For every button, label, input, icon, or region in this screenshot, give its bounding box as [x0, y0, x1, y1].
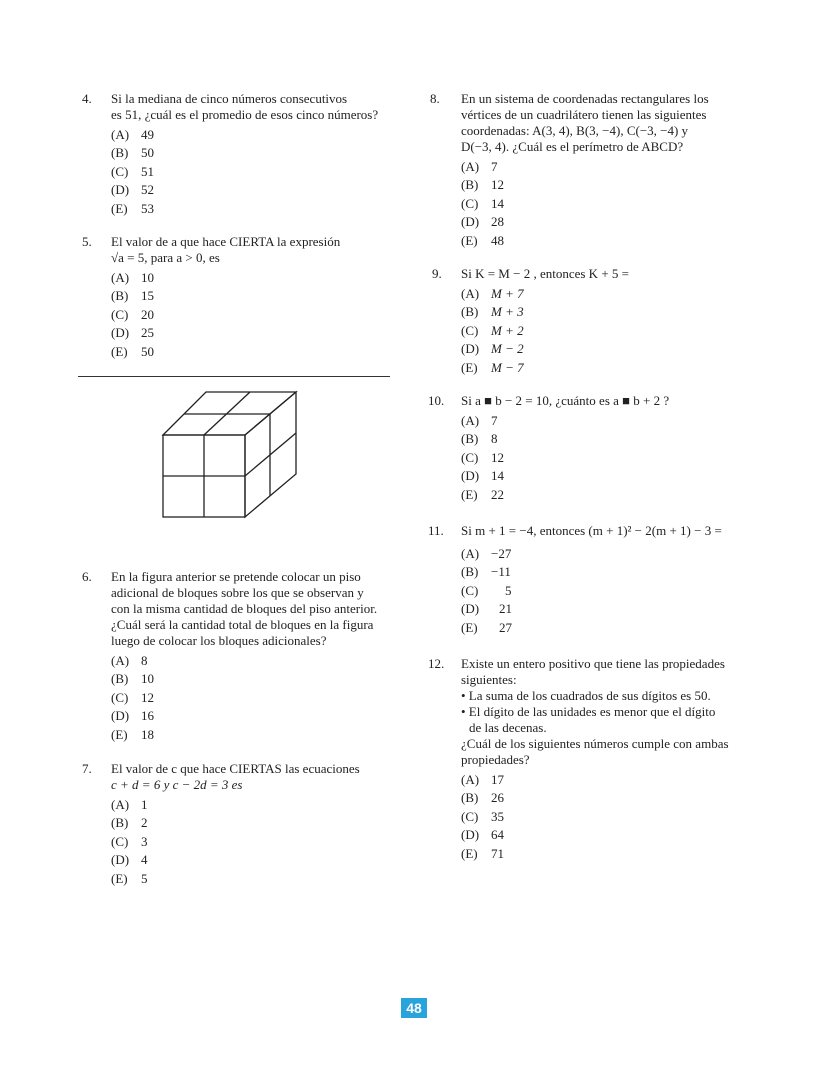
options	[461, 771, 768, 863]
option[interactable]: (C) 51	[111, 163, 154, 179]
option[interactable]: (E) 50	[111, 343, 154, 359]
option[interactable]: (C) 35	[461, 808, 504, 824]
page-number: 48	[401, 998, 427, 1018]
options	[111, 269, 402, 361]
option[interactable]: (D) 25	[111, 325, 154, 341]
question-number: 11.	[428, 523, 444, 538]
options	[111, 126, 402, 218]
options	[461, 412, 748, 504]
question-text: Si a ■ b − 2 = 10, ¿cuánto es a ■ b + 2 ?	[461, 393, 670, 408]
option[interactable]: (B) M + 3	[461, 304, 524, 320]
option[interactable]: (B) 2	[111, 815, 148, 831]
option[interactable]: (E) 22	[461, 486, 504, 502]
question-text: Si K = M − 2 , entonces K + 5 =	[461, 266, 629, 281]
option[interactable]: (C) 12	[111, 689, 154, 705]
section-divider	[78, 376, 390, 377]
option[interactable]: (D) M − 2	[461, 341, 524, 357]
option[interactable]: (B) −11	[461, 564, 511, 580]
option[interactable]: (A) 17	[461, 772, 504, 787]
question-8	[430, 91, 750, 250]
question-text: Si m + 1 = −4, entonces (m + 1)² − 2(m + 1) − 3 =	[461, 523, 722, 538]
option[interactable]: (E) 5	[111, 870, 148, 886]
question-number: 12.	[428, 656, 445, 671]
question-12	[428, 656, 768, 863]
question-5	[82, 234, 402, 361]
option[interactable]: (D) 28	[461, 214, 504, 230]
option[interactable]: (C) 5	[461, 582, 512, 598]
question-number: 5.	[82, 234, 92, 249]
options	[111, 796, 402, 888]
option[interactable]: (E) 27	[461, 619, 512, 635]
option[interactable]: (A) 7	[461, 159, 498, 174]
option[interactable]: (A) 10	[111, 270, 154, 285]
question-number: 8.	[430, 91, 440, 106]
question-text: El valor de c que hace CIERTAS las ecuaciones c + d = 6 y c − 2d = 3 es	[111, 761, 360, 792]
option[interactable]: (E) 71	[461, 845, 504, 861]
option[interactable]: (B) 50	[111, 145, 154, 161]
question-text: En la figura anterior se pretende colocar un piso adicional de bloques sobre los que se observan y con la misma cantidad de bloques del piso anterior. ¿Cuál será la cantidad total de bloques en la figura luego de colocar los bloques adicionales?	[111, 569, 378, 648]
option[interactable]: (A) 8	[111, 653, 148, 668]
options	[461, 545, 768, 637]
option[interactable]: (D) 64	[461, 827, 504, 843]
question-text: El valor de a que hace CIERTA la expresión √a = 5, para a > 0, es	[111, 234, 341, 265]
question-number: 4.	[82, 91, 92, 106]
question-number: 9.	[432, 266, 442, 281]
option[interactable]: (D) 52	[111, 182, 154, 198]
option[interactable]: (B) 26	[461, 790, 504, 806]
option[interactable]: (D) 4	[111, 852, 148, 868]
option[interactable]: (C) M + 2	[461, 322, 524, 338]
options	[461, 158, 750, 250]
question-7	[82, 761, 402, 888]
options	[461, 285, 752, 377]
question-text: En un sistema de coordenadas rectangulares los vértices de un cuadrilátero tienen las siguientes coordenadas: A(3, 4), B(3, −4), C(−3, −4) y D(−3, 4). ¿Cuál es el perímetro de ABCD?	[461, 91, 709, 154]
option[interactable]: (E) M − 7	[461, 359, 524, 375]
question-number: 6.	[82, 569, 92, 584]
question-9	[432, 266, 752, 377]
question-4	[82, 91, 402, 218]
option[interactable]: (D) 21	[461, 601, 512, 617]
question-number: 10.	[428, 393, 445, 408]
option[interactable]: (B) 15	[111, 288, 154, 304]
options	[111, 652, 402, 744]
question-text: Si la mediana de cinco números consecutivos es 51, ¿cuál es el promedio de esos cinco números?	[111, 91, 379, 122]
option[interactable]: (E) 18	[111, 726, 154, 742]
option[interactable]: (B) 8	[461, 431, 498, 447]
option[interactable]: (B) 12	[461, 177, 504, 193]
option[interactable]: (C) 3	[111, 833, 148, 849]
option[interactable]: (E) 48	[461, 232, 504, 248]
question-number: 7.	[82, 761, 92, 776]
option[interactable]: (A) 7	[461, 413, 498, 428]
option[interactable]: (A) M + 7	[461, 286, 524, 301]
option[interactable]: (D) 16	[111, 708, 154, 724]
option[interactable]: (A) −27	[461, 546, 512, 561]
option[interactable]: (B) 10	[111, 671, 154, 687]
option[interactable]: (E) 53	[111, 200, 154, 216]
question-text: Existe un entero positivo que tiene las propiedades siguientes: • La suma de los cuadrados de sus dígitos es 50. • El dígito de las unidades es menor que el dígito de las decenas. ¿Cuál de los siguientes números cumple con ambas propiedades?	[461, 656, 729, 767]
block-figure	[160, 390, 300, 520]
option[interactable]: (A) 49	[111, 127, 154, 142]
option[interactable]: (D) 14	[461, 468, 504, 484]
question-10	[428, 393, 748, 504]
option[interactable]: (A) 1	[111, 797, 148, 812]
option[interactable]: (C) 20	[111, 306, 154, 322]
question-6	[82, 569, 402, 744]
option[interactable]: (C) 12	[461, 449, 504, 465]
question-11	[428, 523, 768, 637]
option[interactable]: (C) 14	[461, 195, 504, 211]
